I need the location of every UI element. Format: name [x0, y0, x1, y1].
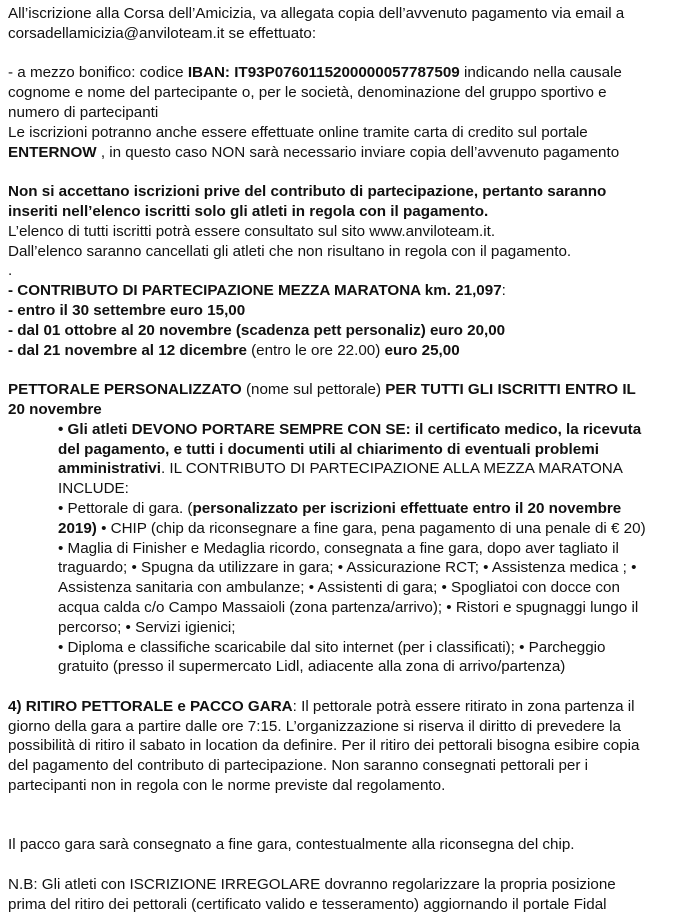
bullet-4-line-1: • Diploma e classifiche scaricabile dal sito internet (per i classificati); • Parcheggio	[58, 638, 606, 656]
spacer	[8, 816, 676, 836]
pickup-line-5: partecipanti non in regola con le norme previste dal regolamento.	[8, 777, 446, 795]
document	[8, 4, 676, 915]
bullet-1-line-1	[58, 420, 676, 440]
spacer	[8, 360, 676, 380]
warning-bold-text-2: inseriti nell’elenco iscritti solo gli atleti in regola con il pagamento.	[8, 202, 489, 220]
fees-heading-text: - CONTRIBUTO DI PARTECIPAZIONE MEZZA MARATONA km. 21,097	[8, 282, 502, 300]
bullet-1-bold-1: • Gli atleti DEVONO PORTARE SEMPRE CON SE: il certificato medico, la ricevuta	[58, 420, 642, 438]
bullet-3-line-4: acqua calda c/o Campo Massaioli (zona partenza/arrivo); • Ristori e spugnaggi lungo il	[58, 598, 639, 616]
bib-heading-a: PETTORALE PERSONALIZZATO	[8, 381, 246, 399]
pickup-line-2: giorno della gara a partire dalle ore 7:15. L’organizzazione si riserva il diritto di prevedere la	[8, 717, 621, 735]
bullet-2-a: • Pettorale di gara. (	[58, 499, 193, 517]
pickup-line-3: possibilità di ritiro il sabato in location da definire. Per il ritiro dei pettorali bisogna esibire copia	[8, 737, 640, 755]
portal-line	[8, 143, 676, 163]
bullet-3-line-3: Assistenza sanitaria con ambulanze; • Assistenti di gara; • Spogliatoi con docce con	[58, 579, 620, 597]
warning-dot: .	[8, 262, 13, 280]
bullet-1-line-3	[58, 459, 676, 479]
fee-item-3-a: - dal 21 novembre al 12 dicembre	[8, 341, 252, 359]
spacer	[8, 855, 676, 875]
bullet-3-line-2: traguardo; • Spugna da utilizzare in gara; • Assicurazione RCT; • Assistenza medica ; •	[58, 559, 637, 577]
online-line: Le iscrizioni potranno anche essere effettuate online tramite carta di credito sul portale	[8, 123, 588, 141]
bonifico-suffix: indicando nella causale	[459, 64, 622, 82]
bullet-2-line-1	[58, 499, 676, 519]
spacer	[8, 44, 676, 64]
bullet-1-rest-3: . IL CONTRIBUTO DI PARTECIPAZIONE ALLA MEZZA MARATONA	[160, 460, 623, 478]
pickup-line-1	[8, 697, 676, 717]
fee-item-2	[8, 321, 676, 341]
bullet-1-bold-3: amministrativi	[58, 460, 161, 478]
bullet-2-d: • CHIP (chip da riconsegnare a fine gara, pena pagamento di una penale di € 20)	[96, 519, 646, 537]
warning-bold-text-1: Non si accettano iscrizioni prive del contributo di partecipazione, pertanto saranno	[8, 183, 607, 201]
bullet-1-line-2	[58, 440, 676, 460]
warning-line-3: L’elenco di tutti iscritti potrà essere consultato sul sito www.anviloteam.it.	[8, 222, 496, 240]
portal-name: ENTERNOW	[8, 143, 97, 161]
intro-line-2: corsadellamicizia@anviloteam.it se effettuato:	[8, 24, 317, 42]
fees-heading-colon: :	[501, 282, 506, 300]
fee-item-2-text: - dal 01 ottobre al 20 novembre (scadenza pett personaliz) euro 20,00	[8, 321, 506, 339]
pickup-heading: 4) RITIRO PETTORALE e PACCO GARA	[8, 697, 293, 715]
bullet-3-line-5: percorso; • Servizi igienici;	[58, 618, 236, 636]
bullet-1-bold-2: del pagamento, e tutti i documenti utili al chiarimento di eventuali problemi	[58, 440, 599, 458]
iban-code: IBAN: IT93P0760115200000057787509	[187, 64, 460, 82]
fee-item-3-c: euro 25,00	[380, 341, 460, 359]
bullet-2-b: personalizzato per iscrizioni effettuate entro il 20 novembre	[192, 499, 622, 517]
note-line-1: N.B: Gli atleti con ISCRIZIONE IRREGOLARE dovranno regolarizzare la propria posizione	[8, 876, 616, 894]
fee-item-3-b: (entro le ore 22.00)	[251, 341, 381, 359]
intro-line-1: All’iscrizione alla Corsa dell’Amicizia, va allegata copia dell’avvenuto pagamento via email a	[8, 5, 625, 22]
bonifico-line	[8, 63, 676, 83]
spacer	[8, 796, 676, 816]
warning-line-4: Dall’elenco saranno cancellati gli atleti che non risultano in regola con il pagamento.	[8, 242, 572, 260]
bonifico-prefix: - a mezzo bonifico: codice	[8, 64, 188, 82]
bib-heading-b: (nome sul pettorale)	[245, 381, 382, 399]
fees-heading	[8, 281, 676, 301]
bonifico-line-2: cognome e nome del partecipante o, per le società, denominazione del gruppo sportivo e	[8, 84, 607, 102]
bib-bullets	[8, 420, 676, 677]
bib-heading-line-2	[8, 400, 676, 420]
spacer	[8, 162, 676, 182]
bib-heading	[8, 380, 676, 400]
bonifico-line-3: numero di partecipanti	[8, 103, 159, 121]
fee-item-1-text: - entro il 30 settembre euro 15,00	[8, 301, 246, 319]
bullet-3-line-1: • Maglia di Finisher e Medaglia ricordo, consegnata a fine gara, dopo aver tagliato il	[58, 539, 619, 557]
bullet-2-line-2	[58, 519, 676, 539]
bullet-2-c: 2019)	[58, 519, 97, 537]
note-line-2: prima del ritiro dei pettorali (certificato valido e tesseramento) aggiornando il portale Fidal	[8, 895, 607, 913]
warning-bold-2	[8, 202, 676, 222]
bullet-1-line-4: INCLUDE:	[58, 480, 129, 498]
pack-line: Il pacco gara sarà consegnato a fine gara, contestualmente alla riconsegna del chip.	[8, 836, 575, 854]
pickup-line-4: del pagamento del contributo di partecipazione. Non saranno consegnati pettorali per i	[8, 757, 589, 775]
bib-heading-line-2-text: 20 novembre	[8, 400, 102, 418]
portal-suffix: , in questo caso NON sarà necessario inviare copia dell’avvenuto pagamento	[96, 143, 620, 161]
pickup-line-1-rest: : Il pettorale potrà essere ritirato in zona partenza il	[292, 697, 635, 715]
bullet-4-line-2: gratuito (presso il supermercato Lidl, adiacente alla zona di arrivo/partenza)	[58, 658, 566, 676]
bib-heading-c: PER TUTTI GLI ISCRITTI ENTRO IL	[381, 381, 636, 399]
fee-item-1	[8, 301, 676, 321]
spacer	[8, 677, 676, 697]
fee-item-3	[8, 341, 676, 361]
warning-bold-1	[8, 182, 676, 202]
